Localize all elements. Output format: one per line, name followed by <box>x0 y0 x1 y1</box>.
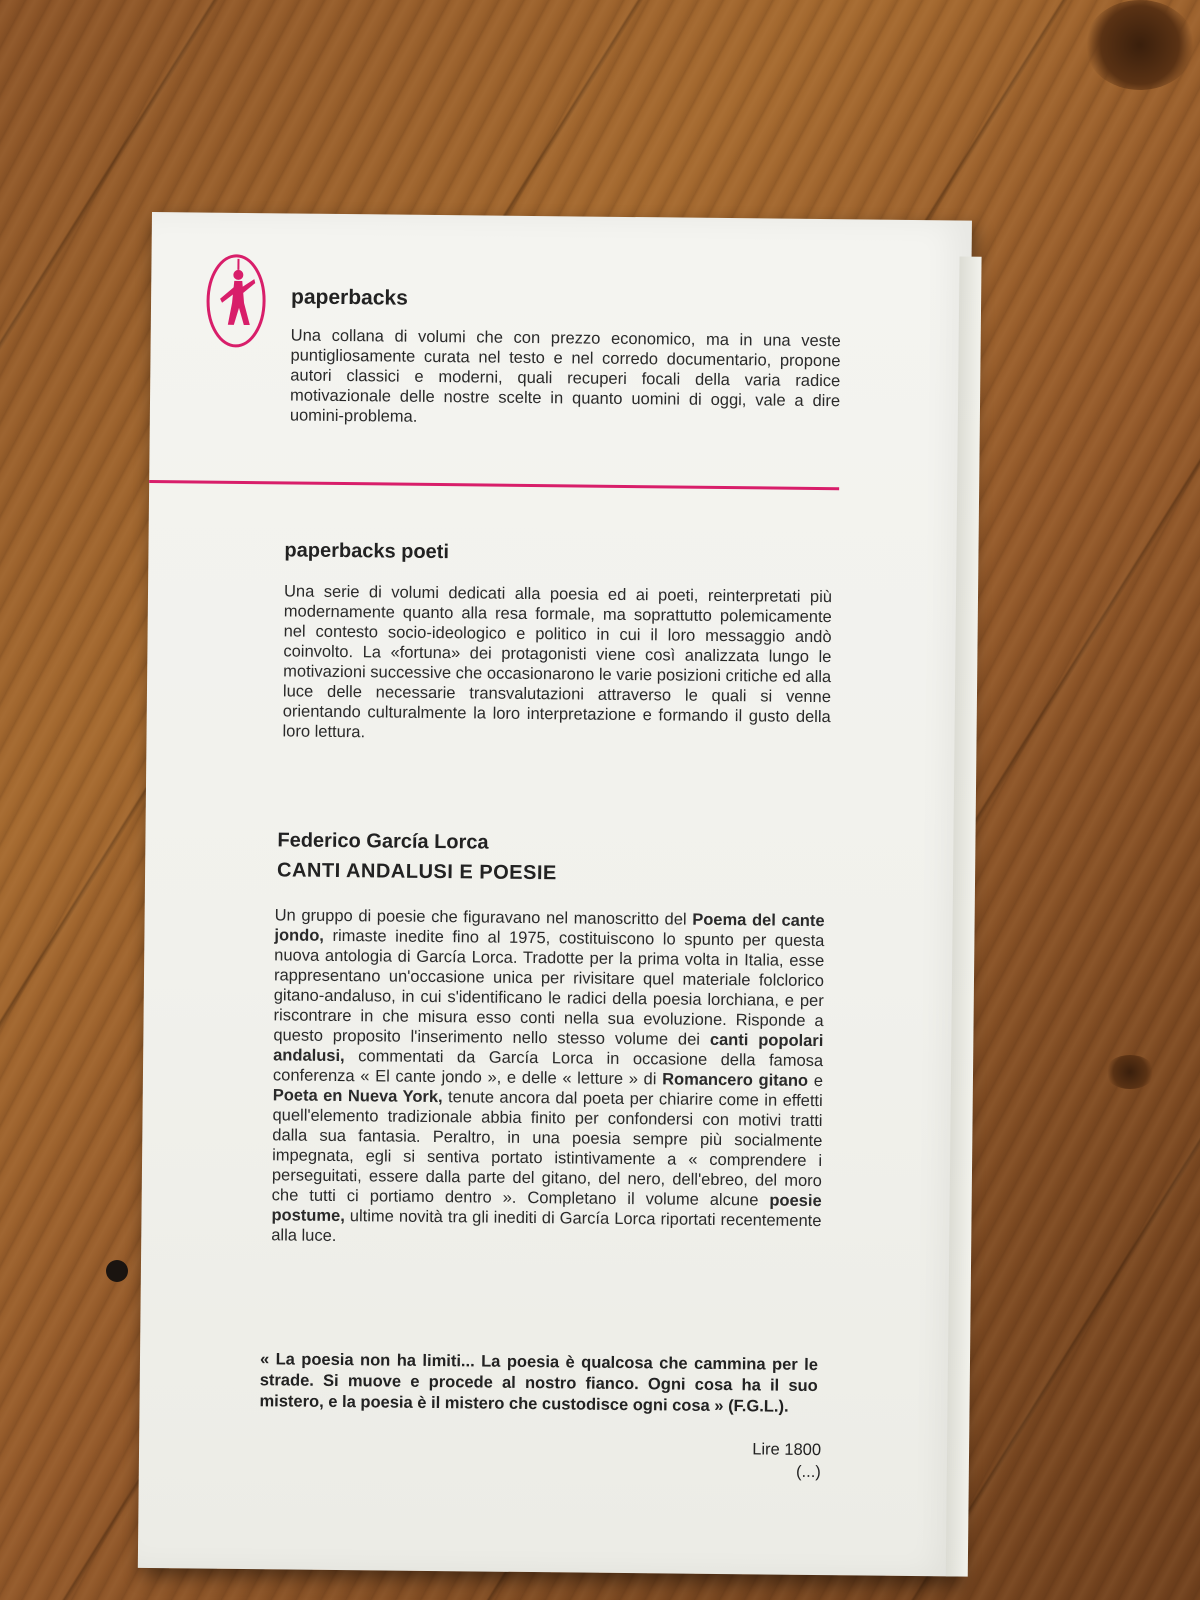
book-back-cover <box>138 212 972 1577</box>
price-suffix: (...) <box>795 1462 821 1482</box>
publisher-logo-icon <box>206 253 267 350</box>
book-description: Un gruppo di poesie che figuravano nel manoscritto del Poema del cante jondo, rimaste inedite fino al 1975, costituiscono lo spunto per questa nuova antologia di García Lorca. Tradotte per la prima volta in Italia, esse rappresentano un'occasione unica per rivisitare quel materiale folclorico gitano-andaluso, in cui s'identificano le radici della poesia lorchiana, e per riscontrare in che misura esso conti nella sua evoluzione. Risponde a questo proposito l'inserimento nello stesso volume dei canti popolari andalusi, commentati da García Lorca in occasione della famosa conferenza « El cante jondo », e delle « letture » di Romancero gitano e Poeta en Nueva York, tenute ancora dal poeta per chiarire come in effetti quell'elemento tradizionale abbia finito per confondersi con motivi tratti dalla sua fantasia. Peraltro, in una poesia sempre più socialmente impegnata, egli si sentiva portato istintivamente a « comprendere i perseguitati, essere dalla parte del gitano, del nero, dell'ebreo, del moro che tutti ci portiamo dentro ». Completano il volume alcune poesie postume, ultime novità tra gli inediti di García Lorca riportati recentemente alla luce. <box>271 906 825 1245</box>
subseries-title: paperbacks poeti <box>284 539 450 564</box>
series-description: Una collana di volumi che con prezzo economico, ma in una veste puntigliosamente curata nel testo e nel corredo documentario, propone autori classici e moderni, quali recuperi focali della varia radice motivazionale delle nostre scelte in quanto uomini di oggi, vale a dire uomini-problema. <box>289 326 841 426</box>
wood-knot <box>1105 1055 1155 1089</box>
book-author: Federico García Lorca <box>277 829 489 854</box>
series-title: paperbacks <box>290 285 408 310</box>
book-title: CANTI ANDALUSI E POESIE <box>276 859 557 885</box>
floor-dot <box>106 1260 128 1282</box>
price-block <box>752 1438 821 1483</box>
wood-knot <box>1085 0 1195 90</box>
subseries-description: Una serie di volumi dedicati alla poesia ed ai poeti, reinterpretati più modernamente quanto alla resa formale, ma soprattutto polemicamente nel contesto socio-ideologico e politico in cui il loro messaggio andò coinvolto. La «fortuna» dei protagonisti viene così analizzata lungo le motivazioni successive che occasionarono le varie posizioni critiche ed alla luce delle necessarie transvalutazioni attraverso le quali si venne orientando culturalmente la loro interpretazione e formando il gusto della loro lettura. <box>282 582 833 742</box>
author-quote: « La poesia non ha limiti... La poesia è qualcosa che cammina per le strade. Si muove e procede al nostro fianco. Ogni cosa ha il suo mistero, e la poesia è il mistero che custodisce ogni cosa » (F.G.L.). <box>259 1350 819 1416</box>
accent-divider <box>149 480 839 490</box>
price: Lire 1800 <box>752 1440 822 1460</box>
